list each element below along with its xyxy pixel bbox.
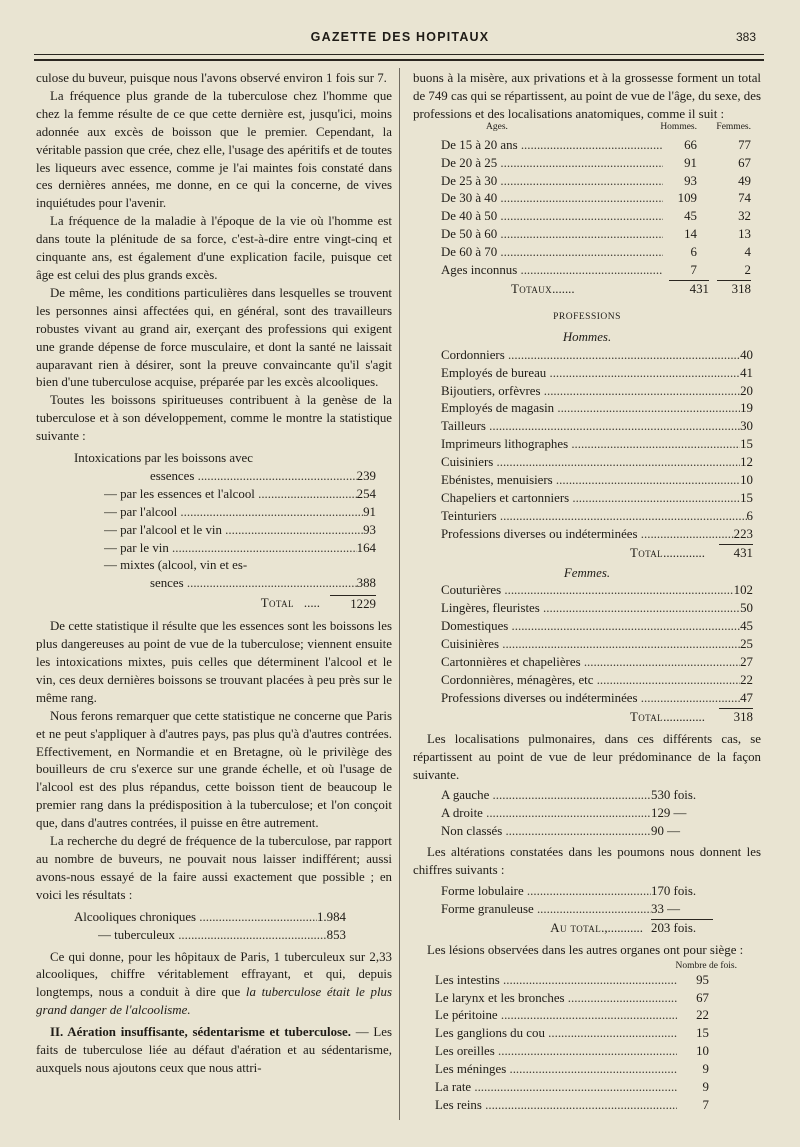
- table-row: [435, 972, 709, 990]
- row-label: Professions diverses ou indéterminées .....: [441, 526, 734, 544]
- row-label: De 40 à 50 .....: [441, 208, 663, 226]
- column-divider: [399, 68, 400, 1120]
- paragraph: La recherche du degré de fréquence de la tuberculose, par rapport au nombre de buveurs, ne pouvait nous laisser indifférent; aussi avons-nous essayé de la faire aussi exactement que possible ; en voici les résultats :: [36, 834, 392, 902]
- table-row: [441, 901, 713, 919]
- row-value: 12: [740, 455, 753, 470]
- row-value: 1.984: [316, 909, 346, 924]
- men-value: 6: [690, 245, 697, 260]
- row-value: 25: [740, 637, 753, 652]
- total-label: Total: [260, 596, 294, 611]
- table-row: [74, 540, 376, 558]
- table-row: [441, 262, 751, 280]
- row-value: 40: [740, 347, 753, 362]
- row-value: 10: [696, 1044, 709, 1059]
- women-section-title: Femmes.: [563, 565, 611, 580]
- table-row: [74, 927, 346, 945]
- men-value: 93: [684, 173, 697, 188]
- row-label: Ebénistes, menuisiers .....: [441, 472, 740, 490]
- total-row: Total ..... 1229: [74, 595, 376, 614]
- lesions-table: [413, 960, 761, 1115]
- row-label: De 20 à 25 .....: [441, 155, 663, 173]
- row-label: Employés de magasin .....: [441, 400, 740, 418]
- row-value: 388: [356, 576, 376, 591]
- row-value: 30: [740, 419, 753, 434]
- paragraph: La fréquence plus grande de la tuberculose chez l'homme que chez la femme résulte de ce que cette dernière est, jusqu'ici, moins adonnée aux excès de boisson que le premier. Cependant, la véritable passion que crée, chez elle, l'usage des apéritifs et de toutes les liqueurs avec essence, comme je l'ai maintes fois constaté dans ces dernières années, me donne, en ce qui la concerne, de vives inquiétudes pour l'avenir.: [36, 88, 392, 211]
- table-row: [441, 508, 753, 526]
- professions-title: PROFESSIONS: [553, 311, 621, 322]
- table-row: [435, 1097, 709, 1115]
- table-row: [435, 1043, 709, 1061]
- table-row: [441, 636, 753, 654]
- row-label: — par les essences et l'alcool .....: [104, 486, 357, 504]
- table-row: [74, 557, 376, 575]
- lesions-header: Nombre de fois.: [675, 960, 737, 971]
- row-label: De 15 à 20 ans .....: [441, 137, 663, 155]
- row-label: Lingères, fleuristes .....: [441, 600, 740, 618]
- paragraph: Les localisations pulmonaires, dans ces différents cas, se répartissent au point de vue de leur prédominance de la façon suivante.: [413, 731, 761, 782]
- total-row: [441, 708, 753, 727]
- row-value: 50: [740, 601, 753, 616]
- row-value: 239: [356, 468, 376, 483]
- row-value: 530 fois.: [651, 788, 697, 803]
- table-row: [435, 1079, 709, 1097]
- row-label: Imprimeurs lithographes .....: [441, 436, 740, 454]
- row-label: Le péritoine .....: [435, 1007, 677, 1025]
- row-value: 15: [740, 490, 753, 505]
- row-value: 33 —: [651, 901, 681, 916]
- header-ages: Ages.: [486, 121, 508, 132]
- row-label: — tuberculeux .....: [98, 927, 327, 945]
- row-value: 93: [363, 522, 376, 537]
- row-value: 27: [740, 655, 753, 670]
- table-row: [441, 490, 753, 508]
- table-row: [441, 347, 753, 365]
- row-value: 67: [696, 990, 709, 1005]
- localisation-table: [413, 787, 761, 841]
- men-value: 91: [684, 155, 697, 170]
- women-value: 74: [738, 191, 751, 206]
- row-value: 223: [733, 526, 753, 541]
- paragraph-text: — Les faits de tuberculose liée au défaut d'aération et au sédentarisme, auxquels nous ajoutons ceux que nous attri-: [36, 1025, 392, 1075]
- row-label: essences .....: [150, 468, 357, 486]
- row-value: 7: [702, 1097, 709, 1112]
- total-label: Au total.,...........: [550, 920, 643, 935]
- row-value: 170 fois.: [651, 883, 697, 898]
- row-label: Cuisinières .....: [441, 636, 740, 654]
- men-value: 66: [684, 137, 697, 152]
- right-column: [413, 70, 761, 1115]
- forms-table: [413, 883, 761, 938]
- men-value: 109: [677, 191, 697, 206]
- paragraph: [36, 949, 392, 1021]
- total-label: Total.............: [629, 545, 705, 560]
- table-row: [441, 400, 753, 418]
- row-value: 91: [363, 504, 376, 519]
- section-paragraph: [36, 1024, 392, 1078]
- women-value: 32: [738, 209, 751, 224]
- table-row: [441, 823, 713, 841]
- table-row: [74, 522, 376, 540]
- row-label: Les reins .....: [435, 1097, 677, 1115]
- women-value: 4: [744, 245, 751, 260]
- total-value: 431: [719, 544, 753, 563]
- total-men: 431: [669, 280, 709, 299]
- row-label: A gauche .....: [441, 787, 651, 805]
- row-value: 47: [740, 690, 753, 705]
- table-row: [435, 990, 709, 1008]
- paragraph: Les lésions observées dans les autres organes ont pour siège :: [427, 942, 744, 957]
- row-label: Les intestins .....: [435, 972, 677, 990]
- row-value: 90 —: [651, 824, 681, 839]
- total-value: 203 fois.: [651, 919, 713, 938]
- table-row: [441, 618, 753, 636]
- table-row: [441, 365, 753, 383]
- table-row: [441, 805, 713, 823]
- alcoholics-table: [36, 909, 392, 945]
- row-label: La rate .....: [435, 1079, 677, 1097]
- women-professions-table: [413, 582, 761, 726]
- header-rule-bottom: [34, 59, 764, 61]
- table-row: [441, 418, 753, 436]
- row-value: 95: [696, 972, 709, 987]
- table-row: [441, 654, 753, 672]
- row-value: 19: [740, 401, 753, 416]
- row-label: A droite .....: [441, 805, 651, 823]
- row-label: De 25 à 30 .....: [441, 173, 663, 191]
- row-value: 20: [740, 383, 753, 398]
- total-row: [441, 919, 761, 938]
- row-value: 45: [740, 619, 753, 634]
- journal-title: GAZETTE DES HOPITAUX: [310, 30, 490, 44]
- total-value: 1229: [330, 595, 376, 614]
- men-professions-table: [413, 347, 761, 563]
- table-row: [441, 472, 753, 490]
- row-label: sences .....: [150, 575, 357, 593]
- row-label: Cordonniers .....: [441, 347, 740, 365]
- age-table: [413, 121, 761, 299]
- row-label: Alcooliques chroniques .....: [74, 909, 317, 927]
- table-row: [441, 526, 753, 544]
- table-row: [74, 486, 376, 504]
- total-women: 318: [717, 280, 751, 299]
- row-label: Cartonnières et chapelières .....: [441, 654, 740, 672]
- table-row: [441, 173, 751, 191]
- row-value: 9: [702, 1062, 709, 1077]
- paragraph: De même, les conditions particulières dans lesquelles se trouvent les personnes ainsi affectées qui, en général, sont des travailleurs robustes vivant au grand air, exerçant des professions qui exigent une grande dépense de force musculaire, et dont la santé ne laissait auparavant rien à désirer, sont la preuve convaincante qu'il s'agit bien d'une tuberculose acquise, préparée par les excès alcooliques.: [36, 285, 392, 390]
- table-row: [441, 190, 751, 208]
- row-label: Professions diverses ou indéterminées .....: [441, 690, 740, 708]
- emphasis-text: la tuberculose était le plus grand danger de l'alcoolisme.: [36, 985, 392, 1018]
- table-row: [441, 582, 753, 600]
- men-value: 7: [690, 263, 697, 278]
- row-label: Teinturiers .....: [441, 508, 747, 526]
- row-label: Chapeliers et cartonniers .....: [441, 490, 740, 508]
- table-row: [74, 468, 376, 486]
- total-row: [441, 544, 753, 563]
- row-value: 10: [740, 473, 753, 488]
- row-label: Couturières .....: [441, 582, 734, 600]
- row-value: 6: [746, 508, 753, 523]
- row-value: 9: [702, 1080, 709, 1095]
- row-value: 22: [740, 673, 753, 687]
- table-row: [441, 244, 751, 262]
- women-value: 77: [738, 137, 751, 152]
- paragraph: Les altérations constatées dans les poumons nous donnent les chiffres suivants :: [413, 845, 761, 878]
- intoxication-table: [36, 450, 392, 614]
- table-row: [441, 787, 713, 805]
- table-header: [441, 121, 751, 137]
- row-label: Le larynx et les bronches .....: [435, 990, 677, 1008]
- row-label: Les oreilles .....: [435, 1043, 677, 1061]
- section-heading: II. Aération insuffisante, sédentarisme et tuberculose.: [50, 1025, 351, 1040]
- women-value: 49: [738, 173, 751, 188]
- row-label: De 30 à 40 .....: [441, 190, 663, 208]
- paragraph: De cette statistique il résulte que les essences sont les boissons les plus dangereuses au point de vue de la tuberculose; viennent ensuite les intoxications mixtes, puis celles que déterminent l'alcool et le vin, ces deux dernières boissons se trouvant placées à peu près sur le même rang.: [36, 619, 392, 705]
- row-label: — par le vin .....: [104, 540, 357, 558]
- paragraph: Nous ferons remarquer que cette statistique ne concerne que Paris et ne peut s'appliquer à d'autres pays, pas plus qu'à d'autres contrées. Effectivement, en Normandie et en Bretagne, où le privilège des bouilleurs de cru s'exerce sur une grande échelle, et où l'usage de l'alcool est des plus répandus, cette boisson tient de beaucoup le premier rang dans la prédisposition à la tuberculose; et l'on conçoit que, dans d'autres contrées, il puisse en être autrement.: [36, 708, 392, 831]
- row-label: Ages inconnus .....: [441, 262, 663, 280]
- row-value: 22: [696, 1008, 709, 1023]
- women-value: 67: [738, 155, 751, 170]
- total-label: Totaux.......: [511, 281, 575, 296]
- men-value: 14: [684, 227, 697, 242]
- paragraph: culose du buveur, puisque nous l'avons observé environ 1 fois sur 7.: [36, 71, 387, 85]
- row-value: 129 —: [651, 806, 687, 821]
- row-label: Cuisiniers .....: [441, 454, 740, 472]
- table-row: [435, 1025, 709, 1043]
- row-value: 15: [740, 437, 753, 452]
- row-label: Cordonnières, ménagères, etc .....: [441, 672, 740, 690]
- total-label: Total.............: [629, 709, 705, 724]
- row-label: De 50 à 60 .....: [441, 226, 663, 244]
- row-value: 15: [696, 1026, 709, 1041]
- table-row: [441, 155, 751, 173]
- table-row: [441, 883, 713, 901]
- total-row: [441, 280, 751, 299]
- row-value: 164: [356, 540, 376, 555]
- table-row: [441, 137, 751, 155]
- table-row: [435, 1007, 709, 1025]
- intoxication-title: Intoxications par les boissons avec: [74, 451, 253, 466]
- row-label: Employés de bureau .....: [441, 365, 740, 383]
- table-row: [441, 436, 753, 454]
- row-label: Non classés .....: [441, 823, 651, 841]
- table-row: [74, 909, 346, 927]
- row-label: De 60 à 70 .....: [441, 244, 663, 262]
- table-row: [74, 504, 376, 522]
- men-value: 45: [684, 209, 697, 224]
- women-value: 13: [738, 227, 751, 242]
- women-value: 2: [744, 263, 751, 278]
- row-label: Les ganglions du cou .....: [435, 1025, 677, 1043]
- header-men: Hommes.: [660, 121, 697, 132]
- row-value: 853: [326, 927, 346, 942]
- table-row: [441, 672, 753, 690]
- table-row: [441, 208, 751, 226]
- row-label: Bijoutiers, orfèvres .....: [441, 383, 740, 401]
- left-column: [36, 70, 392, 1078]
- table-row: [435, 1061, 709, 1079]
- paragraph: buons à la misère, aux privations et à la grossesse forment un total de 749 cas qui se répartissent, au point de vue de l'âge, du sexe, des professions et des localisations anatomiques, comme il suit :: [413, 71, 761, 121]
- row-label: — par l'alcool et le vin .....: [104, 522, 363, 540]
- row-value: 102: [733, 583, 753, 598]
- row-label: Tailleurs .....: [441, 418, 740, 436]
- table-row: [74, 575, 376, 593]
- page-number: 383: [735, 30, 756, 44]
- table-row: [441, 383, 753, 401]
- paragraph: La fréquence de la maladie à l'époque de la vie où l'homme est dans toute la plénitude de sa force, c'est-à-dire entre vingt-cinq et cinquante ans, est également d'une explication facile, puisque cet âge est celui des plus grands excès.: [36, 214, 392, 282]
- row-value: 254: [356, 486, 376, 501]
- total-value: 318: [719, 708, 753, 727]
- row-label: — par l'alcool .....: [104, 504, 363, 522]
- paragraph-text: Ce qui donne, pour les hôpitaux de Paris, 1 tuberculeux sur 2,33 alcooliques, chiffre véritablement effrayant, et qui, depuis longtemps, nous a conduit à dire que: [36, 949, 392, 1000]
- row-label: Les méninges .....: [435, 1061, 677, 1079]
- table-row: [441, 226, 751, 244]
- paragraph: Toutes les boissons spiritueuses contribuent à la genèse de la tuberculose et à son développement, comme le montre la statistique suivante :: [36, 393, 392, 444]
- row-value: 41: [740, 365, 753, 380]
- header-women: Femmes.: [716, 121, 751, 132]
- table-row: [441, 600, 753, 618]
- row-label: — mixtes (alcool, vin et es-: [104, 558, 248, 573]
- row-label: Forme granuleuse .....: [441, 901, 651, 919]
- men-section-title: Hommes.: [562, 329, 612, 344]
- table-row: [441, 690, 753, 708]
- table-row: [441, 454, 753, 472]
- row-label: Forme lobulaire .....: [441, 883, 651, 901]
- header-rule-top: [34, 54, 764, 55]
- row-label: Domestiques .....: [441, 618, 740, 636]
